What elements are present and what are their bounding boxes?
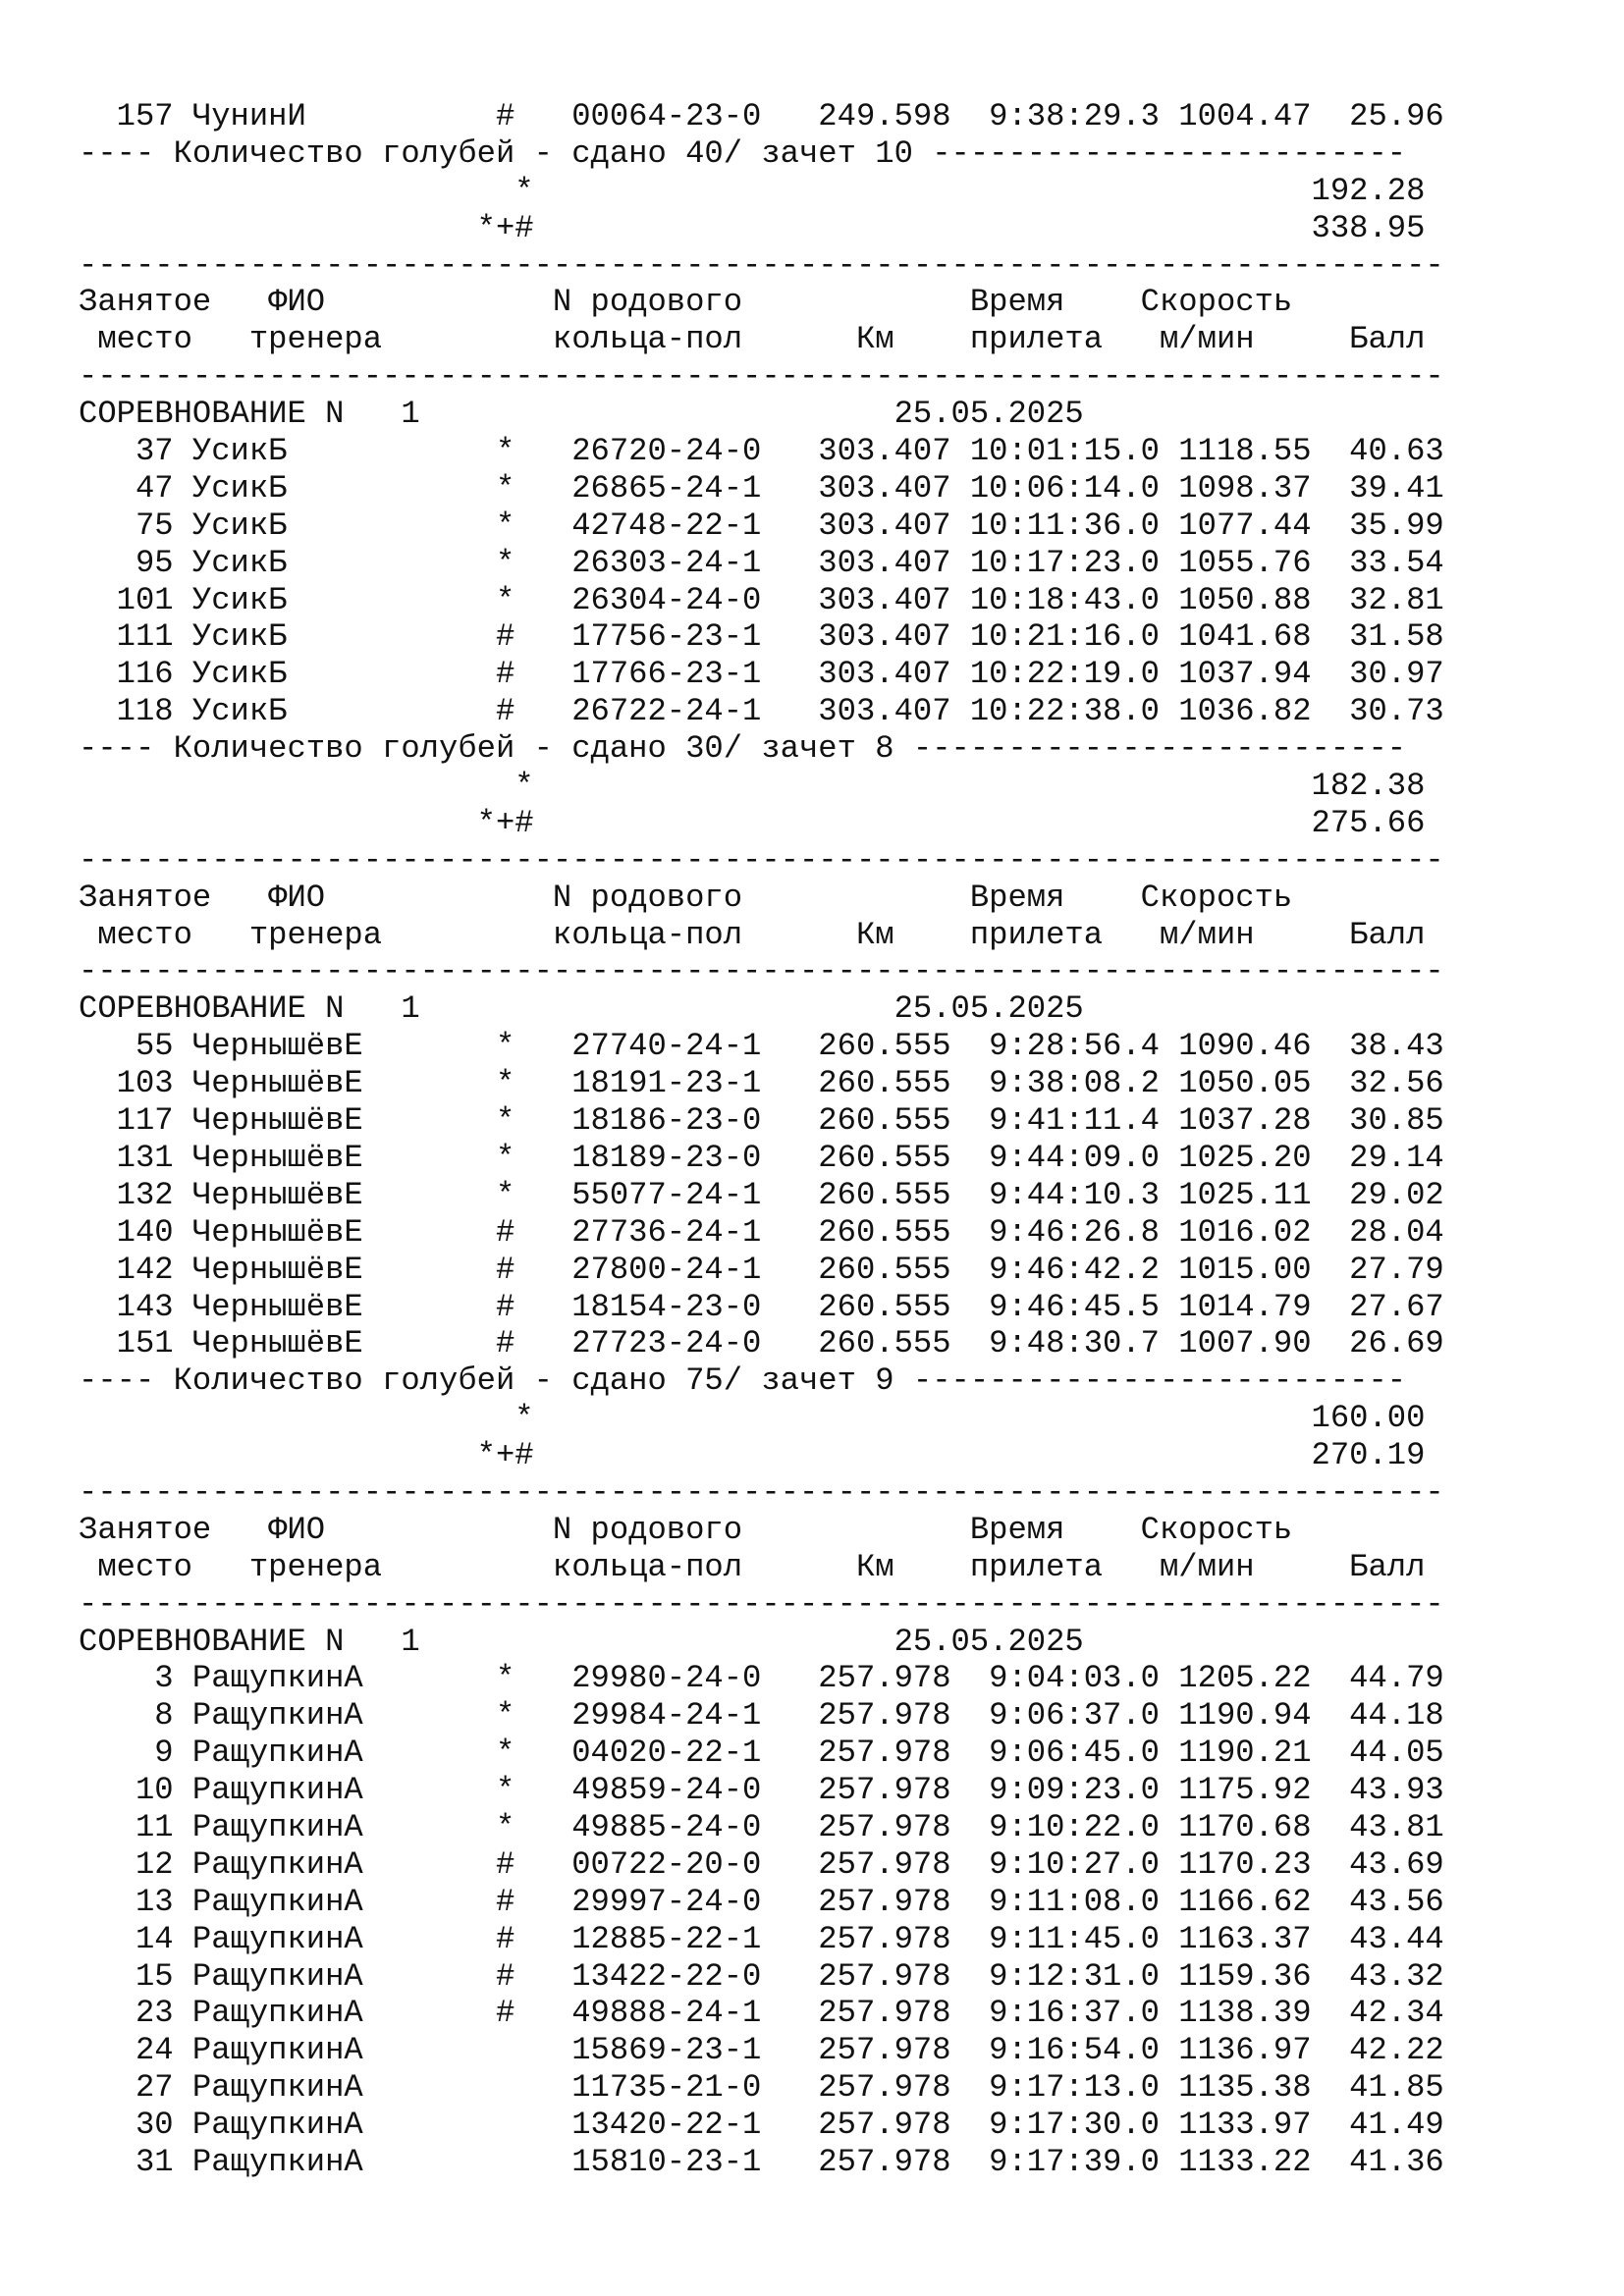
report-line: 116 УсикБ # 17766-23-1 303.407 10:22:19.0 1037.94 30.97 <box>79 656 1444 693</box>
report-line: место тренера кольца-пол Км прилета м/мин Балл <box>79 1548 1426 1585</box>
report-line: 157 ЧунинИ # 00064-23-0 249.598 9:38:29.3 1004.47 25.96 <box>79 98 1444 134</box>
report-line: 151 ЧернышёвЕ # 27723-24-0 260.555 9:48:30.7 1007.90 26.69 <box>79 1325 1444 1362</box>
report-line: ------------------------------------------------------------------------ <box>79 953 1444 990</box>
report-line: * 160.00 <box>79 1400 1426 1437</box>
report-line: 101 УсикБ * 26304-24-0 303.407 10:18:43.0 1050.88 32.81 <box>79 581 1444 618</box>
report-line: Занятое ФИО N родового Время Скорость <box>79 284 1293 321</box>
report-line: 23 РащупкинА # 49888-24-1 257.978 9:16:37.0 1138.39 42.34 <box>79 1995 1444 2032</box>
report-line: * 182.38 <box>79 768 1426 805</box>
report-line: 143 ЧернышёвЕ # 18154-23-0 260.555 9:46:45.5 1014.79 27.67 <box>79 1288 1444 1325</box>
report-line: место тренера кольца-пол Км прилета м/мин Балл <box>79 321 1426 358</box>
report-line: ------------------------------------------------------------------------ <box>79 358 1444 396</box>
report-line: 14 РащупкинА # 12885-22-1 257.978 9:11:45.0 1163.37 43.44 <box>79 1920 1444 1957</box>
report-line: 3 РащупкинА * 29980-24-0 257.978 9:04:03.0 1205.22 44.79 <box>79 1660 1444 1697</box>
report-line: 11 РащупкинА * 49885-24-0 257.978 9:10:22.0 1170.68 43.81 <box>79 1808 1444 1845</box>
report-line: 75 УсикБ * 42748-22-1 303.407 10:11:36.0 1077.44 35.99 <box>79 507 1444 544</box>
report-line: ------------------------------------------------------------------------ <box>79 246 1444 284</box>
report-line: Занятое ФИО N родового Время Скорость <box>79 879 1293 916</box>
report-line: 31 РащупкинА 15810-23-1 257.978 9:17:39.0 1133.22 41.36 <box>79 2143 1444 2180</box>
report-line: 15 РащупкинА # 13422-22-0 257.978 9:12:31.0 1159.36 43.32 <box>79 1957 1444 1995</box>
report-line: 30 РащупкинА 13420-22-1 257.978 9:17:30.0 1133.97 41.49 <box>79 2107 1444 2144</box>
report-line: 132 ЧернышёвЕ * 55077-24-1 260.555 9:44:10.3 1025.11 29.02 <box>79 1176 1444 1213</box>
report-line: 103 ЧернышёвЕ * 18191-23-1 260.555 9:38:08.2 1050.05 32.56 <box>79 1065 1444 1102</box>
report-line: 142 ЧернышёвЕ # 27800-24-1 260.555 9:46:42.2 1015.00 27.79 <box>79 1251 1444 1288</box>
report-line: 13 РащупкинА # 29997-24-0 257.978 9:11:08.0 1166.62 43.56 <box>79 1883 1444 1920</box>
report-line: ---- Количество голубей - сдано 40/ зачет 10 ------------------------- <box>79 134 1407 172</box>
report-line: 131 ЧернышёвЕ * 18189-23-0 260.555 9:44:09.0 1025.20 29.14 <box>79 1139 1444 1176</box>
report-line: Занятое ФИО N родового Время Скорость <box>79 1511 1293 1548</box>
report-line: 95 УсикБ * 26303-24-1 303.407 10:17:23.0 1055.76 33.54 <box>79 544 1444 581</box>
report-line: 37 УсикБ * 26720-24-0 303.407 10:01:15.0 1118.55 40.63 <box>79 433 1444 470</box>
report-line: СОРЕВНОВАНИЕ N 1 25.05.2025 <box>79 1623 1084 1660</box>
report-line: 140 ЧернышёвЕ # 27736-24-1 260.555 9:46:26.8 1016.02 28.04 <box>79 1213 1444 1251</box>
report-line: ------------------------------------------------------------------------ <box>79 1585 1444 1623</box>
report-line: ---- Количество голубей - сдано 75/ зачет 9 -------------------------- <box>79 1362 1407 1400</box>
report-line: * 192.28 <box>79 172 1426 209</box>
report-line: 10 РащупкинА * 49859-24-0 257.978 9:09:23.0 1175.92 43.93 <box>79 1772 1444 1809</box>
report-line: место тренера кольца-пол Км прилета м/мин Балл <box>79 916 1426 953</box>
report-line: *+# 338.95 <box>79 209 1426 246</box>
report-line: ------------------------------------------------------------------------ <box>79 841 1444 879</box>
report-line: СОРЕВНОВАНИЕ N 1 25.05.2025 <box>79 396 1084 433</box>
report-line: ---- Количество голубей - сдано 30/ зачет 8 -------------------------- <box>79 730 1407 768</box>
report-line: 24 РащупкинА 15869-23-1 257.978 9:16:54.0 1136.97 42.22 <box>79 2032 1444 2069</box>
report-line: 47 УсикБ * 26865-24-1 303.407 10:06:14.0 1098.37 39.41 <box>79 469 1444 507</box>
report-line: 9 РащупкинА * 04020-22-1 257.978 9:06:45.0 1190.21 44.05 <box>79 1735 1444 1772</box>
report-line: *+# 275.66 <box>79 804 1426 841</box>
results-printout <box>79 98 1444 2181</box>
report-line: 111 УсикБ # 17756-23-1 303.407 10:21:16.0 1041.68 31.58 <box>79 618 1444 656</box>
report-line: 55 ЧернышёвЕ * 27740-24-1 260.555 9:28:56.4 1090.46 38.43 <box>79 1028 1444 1065</box>
report-line: 8 РащупкинА * 29984-24-1 257.978 9:06:37.0 1190.94 44.18 <box>79 1697 1444 1735</box>
report-line: 27 РащупкинА 11735-21-0 257.978 9:17:13.0 1135.38 41.85 <box>79 2069 1444 2107</box>
report-line: *+# 270.19 <box>79 1437 1426 1474</box>
report-line: 118 УсикБ # 26722-24-1 303.407 10:22:38.0 1036.82 30.73 <box>79 693 1444 730</box>
report-line: ------------------------------------------------------------------------ <box>79 1473 1444 1511</box>
report-line: СОРЕВНОВАНИЕ N 1 25.05.2025 <box>79 990 1084 1028</box>
report-line: 117 ЧернышёвЕ * 18186-23-0 260.555 9:41:11.4 1037.28 30.85 <box>79 1102 1444 1140</box>
report-line: 12 РащупкинА # 00722-20-0 257.978 9:10:27.0 1170.23 43.69 <box>79 1845 1444 1883</box>
